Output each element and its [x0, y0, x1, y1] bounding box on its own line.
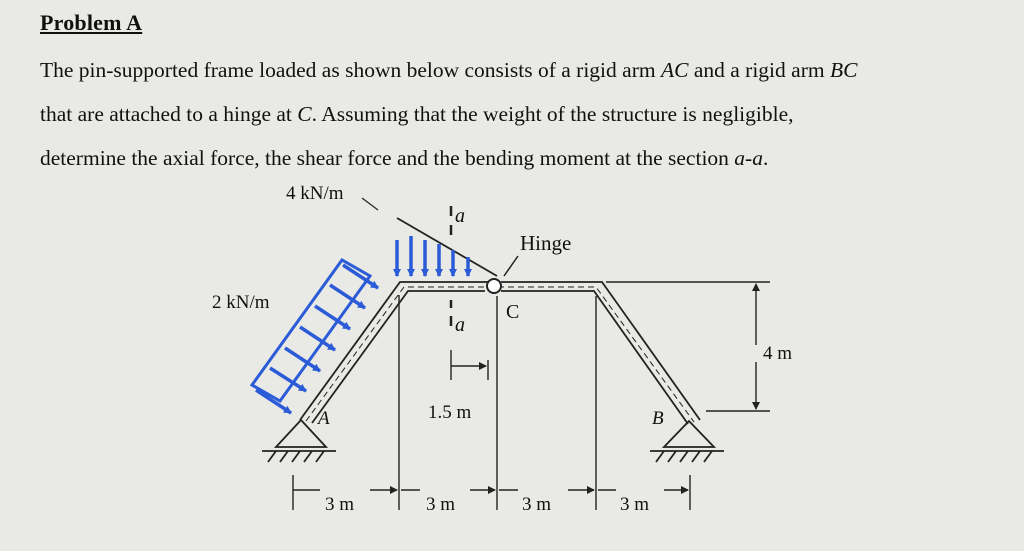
section-a-bottom-label: a — [455, 314, 465, 336]
load-2kn-arrows — [252, 260, 378, 413]
point-c-label: C — [506, 301, 520, 323]
hinge-c-ref: C — [297, 102, 312, 126]
dim-section-label: 1.5 m — [428, 402, 472, 423]
hinge-label: Hinge — [520, 231, 572, 255]
dim-bottom-3: 3 m — [522, 494, 552, 515]
dim-bottom-1: 3 m — [325, 494, 355, 515]
load-4kn-leader — [362, 198, 378, 210]
point-a-label: A — [318, 408, 330, 429]
dim-bottom-2: 3 m — [426, 494, 456, 515]
section-aa-ref: a-a — [734, 146, 763, 170]
dim-bottom-4: 3 m — [620, 494, 650, 515]
load-4kn-label: 4 kN/m — [286, 183, 344, 204]
member-bc-inner — [501, 291, 688, 424]
member-bc-ref: BC — [829, 58, 858, 82]
member-ac-ref: AC — [660, 58, 689, 82]
load-2kn-outline — [252, 260, 370, 401]
dim-section-1-5m — [451, 350, 488, 380]
statement-line-1: The pin-supported frame loaded as shown below consists of a rigid arm AC and a rigid arm BC — [40, 58, 858, 82]
statement-line-3: determine the axial force, the shear force and the bending moment at the section a-a. — [40, 146, 769, 170]
section-a-top-label: a — [455, 205, 465, 227]
load-2kn-label: 2 kN/m — [212, 292, 270, 313]
statement-line-2: that are attached to a hinge at C. Assuming that the weight of the structure is negligible, — [40, 102, 794, 126]
load-4kn-arrows — [397, 218, 497, 276]
problem-heading: Problem A — [40, 10, 143, 35]
dim-height-label: 4 m — [763, 343, 793, 364]
hinge-c — [487, 279, 501, 293]
dim-height-4m — [606, 282, 770, 411]
point-b-label: B — [652, 408, 664, 429]
hinge-leader — [504, 256, 518, 276]
